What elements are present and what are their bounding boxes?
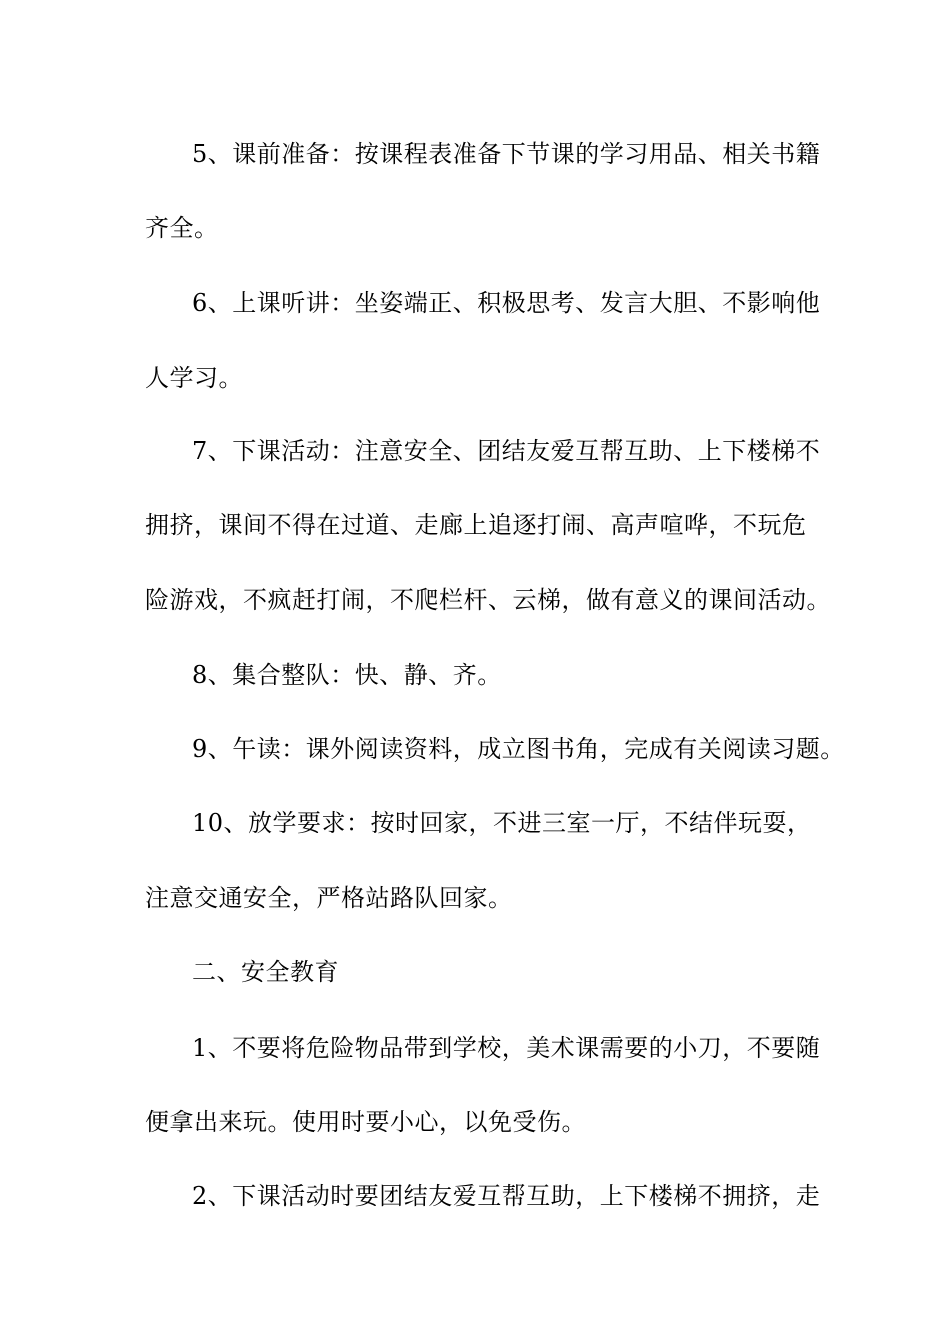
text-line: 9、午读：课外阅读资料，成立图书角，完成有关阅读习题。 xyxy=(192,735,845,763)
section-heading: 二、安全教育 xyxy=(192,958,339,986)
text-line: 人学习。 xyxy=(145,364,243,392)
text-line: 拥挤，课间不得在过道、走廊上追逐打闹、高声喧哗，不玩危 xyxy=(145,511,807,539)
text-line: 8、集合整队：快、静、齐。 xyxy=(192,661,502,689)
text-line: 2、下课活动时要团结友爱互帮互助，上下楼梯不拥挤，走 xyxy=(192,1182,821,1210)
text-line: 险游戏，不疯赶打闹，不爬栏杆、云梯，做有意义的课间活动。 xyxy=(145,586,831,614)
text-line: 注意交通安全，严格站路队回家。 xyxy=(145,884,513,912)
text-line: 5、课前准备：按课程表准备下节课的学习用品、相关书籍 xyxy=(192,140,821,168)
text-line: 齐全。 xyxy=(145,214,219,242)
text-line: 10、放学要求：按时回家，不进三室一厅，不结伴玩耍， xyxy=(192,809,812,837)
text-line: 6、上课听讲：坐姿端正、积极思考、发言大胆、不影响他 xyxy=(192,289,821,317)
text-line: 7、下课活动：注意安全、团结友爱互帮互助、上下楼梯不 xyxy=(192,437,821,465)
text-line: 1、不要将危险物品带到学校，美术课需要的小刀，不要随 xyxy=(192,1034,821,1062)
text-line: 便拿出来玩。使用时要小心，以免受伤。 xyxy=(145,1108,586,1136)
